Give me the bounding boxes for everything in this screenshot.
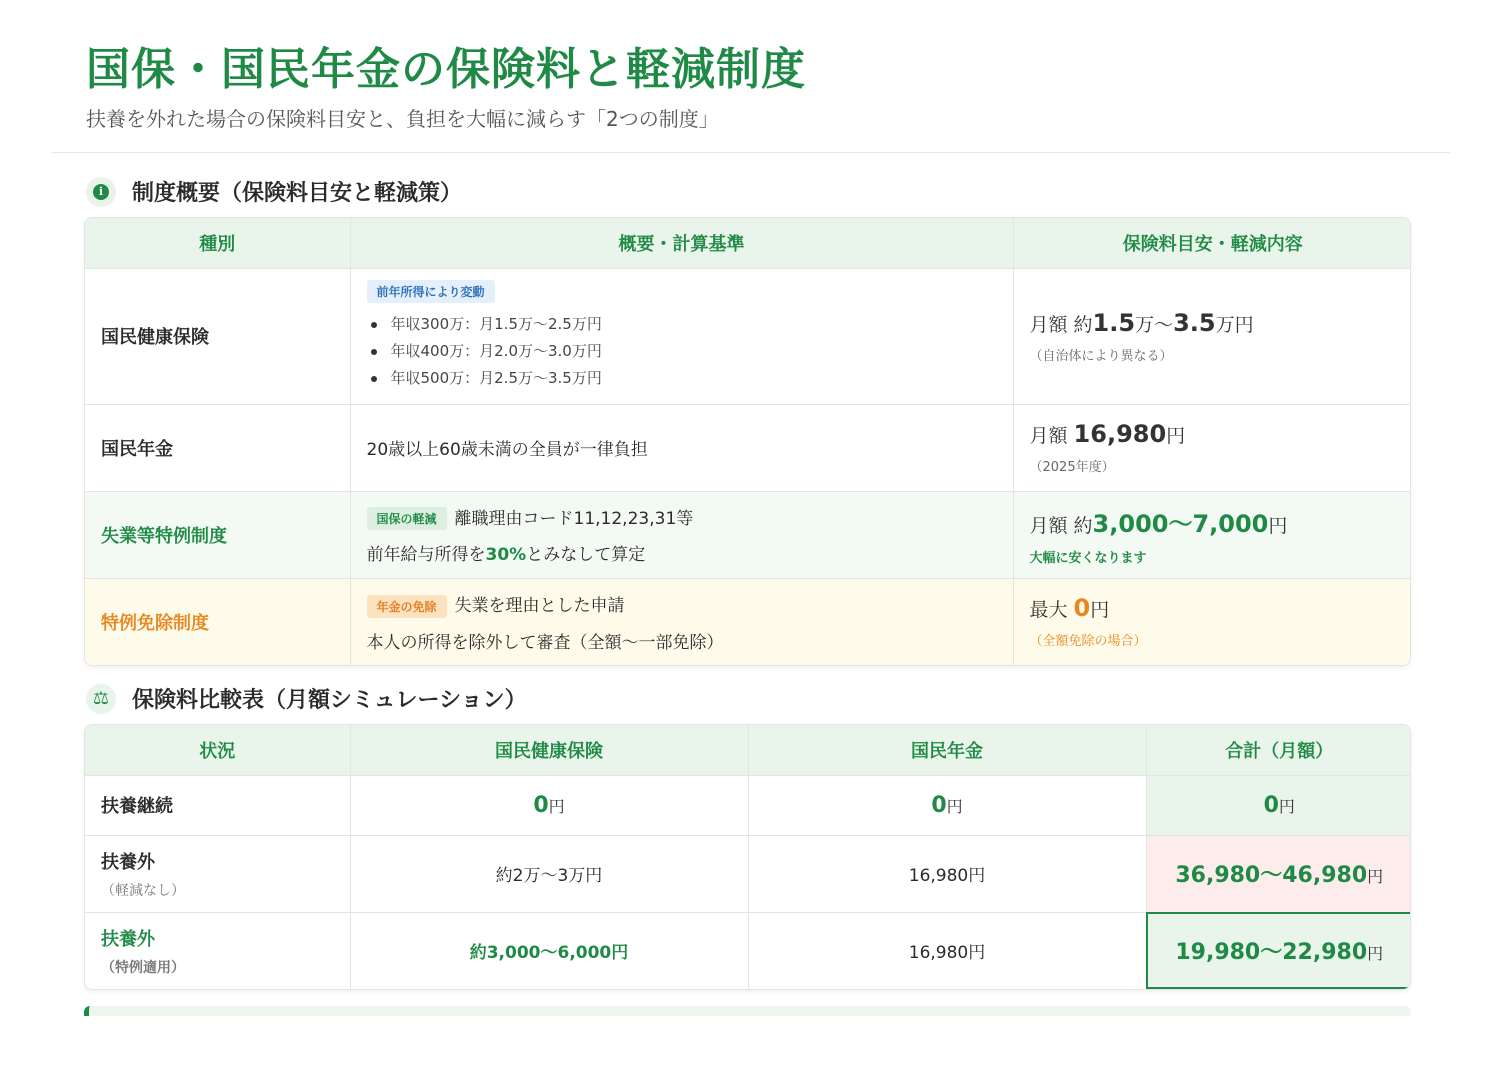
page-header (86, 42, 1450, 134)
page-title: 国保・国民年金の保険料と軽減制度 (86, 44, 806, 95)
status-cell: 扶養継続 (85, 775, 350, 835)
overview-header-row (85, 218, 1411, 268)
health-cell: 0円 (350, 775, 748, 835)
row-type: 特例免除制度 (85, 578, 350, 665)
table-row (85, 578, 1411, 665)
health-cell: 約3,000〜6,000円 (350, 912, 748, 989)
pension-cell: 16,980円 (748, 835, 1146, 912)
section-overview-title: 制度概要（保険料目安と軽減策） (132, 181, 463, 206)
row-price (1013, 491, 1411, 578)
page-subtitle: 扶養を外れた場合の保険料目安と、負担を大幅に減らす「2つの制度」 (86, 107, 719, 131)
price-note: 大幅に安くなります (1029, 550, 1147, 566)
section-comparison-title: 保険料比較表（月額シミュレーション） (132, 688, 527, 713)
row-price (1013, 578, 1411, 665)
pension-cell: 0円 (748, 775, 1146, 835)
column-header: 国民健康保険 (350, 725, 748, 775)
row-type: 失業等特例制度 (85, 491, 350, 578)
scale-icon: ⚖ (86, 684, 116, 714)
price-note: （自治体により異なる） (1029, 348, 1173, 364)
row-type: 国民年金 (85, 404, 350, 491)
pension-cell: 16,980円 (748, 912, 1146, 989)
row-description: 国保の軽減 離職理由コード11,12,23,31等 前年給与所得を30%とみなして算定 (350, 491, 1013, 578)
total-cell: 0円 (1146, 775, 1411, 835)
list-item: 年収400万：月2.0万〜3.0万円 (367, 338, 1013, 365)
row-description: 20歳以上60歳未満の全員が一律負担 (350, 404, 1013, 491)
row-price (1013, 268, 1411, 404)
header-divider (52, 152, 1450, 153)
status-cell: 扶養外 （特例適用） (85, 912, 350, 989)
table-row (85, 404, 1411, 491)
price-value: 月額 約3,000〜7,000円 (1029, 509, 1288, 538)
price-note: （全額免除の場合） (1029, 634, 1147, 650)
price-value: 月額 16,980円 (1029, 420, 1186, 448)
row-description: 年金の免除 失業を理由とした申請 本人の所得を除外して審査（全額〜一部免除） (350, 578, 1013, 665)
section-overview-heading (86, 176, 462, 207)
column-header: 概要・計算基準 (350, 218, 1013, 268)
list-item: 年収500万：月2.5万〜3.5万円 (367, 365, 1013, 392)
price-value: 最大 0円 (1029, 594, 1110, 623)
column-header: 状況 (85, 725, 350, 775)
row-description (350, 268, 1013, 404)
section-comparison-heading (86, 683, 527, 714)
table-row (85, 268, 1411, 404)
column-header: 保険料目安・軽減内容 (1013, 218, 1411, 268)
info-icon: i (86, 177, 116, 207)
comparison-table (84, 724, 1411, 990)
comparison-header-row (85, 725, 1411, 775)
price-note: （2025年度） (1029, 460, 1115, 475)
column-header: 種別 (85, 218, 350, 268)
table-row (85, 835, 1411, 912)
table-row (85, 491, 1411, 578)
table-row (85, 775, 1411, 835)
health-cell: 約2万〜3万円 (350, 835, 748, 912)
income-bullet-list (367, 311, 1013, 392)
overview-table (84, 217, 1411, 666)
income-badge: 前年所得により変動 (367, 280, 495, 303)
table-row (85, 912, 1411, 989)
row-type: 国民健康保険 (85, 268, 350, 404)
status-cell: 扶養外 （軽減なし） (85, 835, 350, 912)
column-header: 合計（月額） (1146, 725, 1411, 775)
exemption-badge: 年金の免除 (367, 595, 447, 618)
price-value: 月額 約1.5万〜3.5万円 (1029, 308, 1254, 337)
row-price (1013, 404, 1411, 491)
total-cell: 19,980〜22,980円 (1146, 912, 1411, 989)
total-cell: 36,980〜46,980円 (1146, 835, 1411, 912)
column-header: 国民年金 (748, 725, 1146, 775)
reduction-badge: 国保の軽減 (367, 507, 447, 530)
list-item: 年収300万：月1.5万〜2.5万円 (367, 311, 1013, 338)
